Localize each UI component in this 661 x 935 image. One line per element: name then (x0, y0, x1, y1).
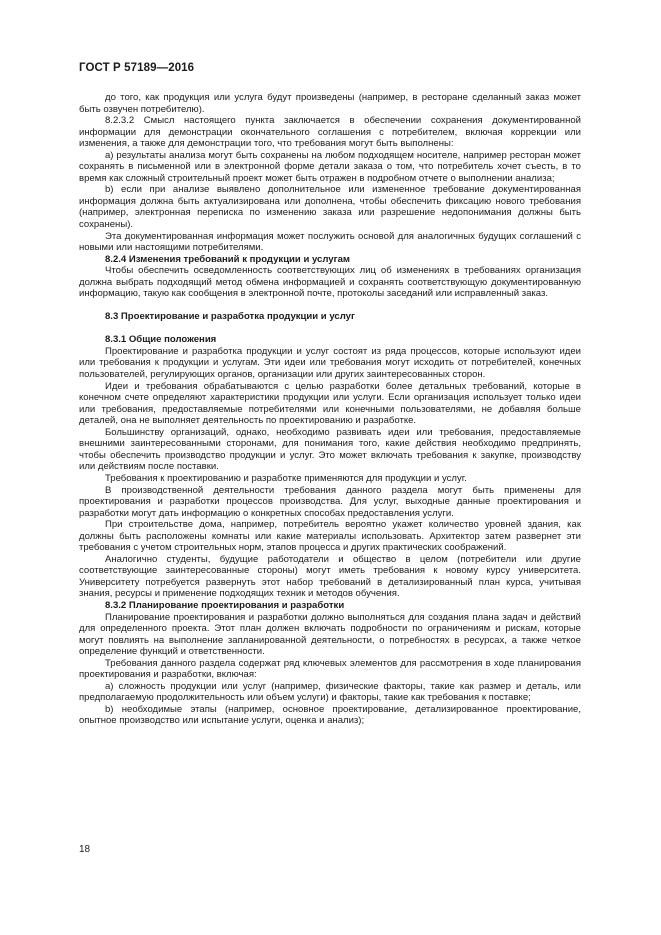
paragraph: а) сложность продукции или услуг (например, физические факторы, такие как размер и деталь, или предполагаемую продолжительность или объем услуги) и факторы, такие как требования к поставке; (79, 680, 581, 704)
paragraph: 8.2.3.2 Смысл настоящего пункта заключается в обеспечении сохранения документированной информации для демонстрации окончательного соглашения с потребителем, включая коррекции или изменения, а также для демонстрации того, что требования могут быть выполнены: (79, 115, 581, 150)
paragraph: а) результаты анализа могут быть сохранены на любом подходящем носителе, например ресторан может сохранять в письменной или в электронной форме детали заказа о том, что потребитель хочет съесть, в то время как сложный строительный проект может быть отражен в подробном отчете о выполнении анализа; (79, 149, 581, 184)
paragraph: Большинству организаций, однако, необходимо развивать идеи или требования, предоставляемые внешними заинтересованными сторонами, для понимания того, какие действия необходимо предпринять, чтобы обеспечить производство продукции и услуг. Это может включать требования к закупке, производству или действиям после поставки. (79, 426, 581, 473)
section-heading: 8.3.1 Общие положения (105, 334, 217, 346)
section-heading: 8.2.4 Изменения требований к продукции и услугам (105, 253, 350, 265)
paragraph: При строительстве дома, например, потребитель вероятно укажет количество уровней здания, как должны быть расположены комнаты или какие материалы использовать. Архитектор затем развернет эти требования с учетом строительных норм, этапов процесса и других практических соображений. (79, 519, 581, 554)
document-header: ГОСТ Р 57189—2016 (79, 62, 195, 74)
section-heading: 8.3 Проектирование и разработка продукции и услуг (105, 311, 355, 323)
section-heading: 8.3.2 Планирование проектирования и разработки (105, 599, 345, 611)
page-number: 18 (79, 844, 91, 855)
document-body (79, 92, 581, 727)
paragraph: до того, как продукция или услуга будут произведены (например, в ресторане сделанный заказ может быть озвучен потребителю). (79, 92, 581, 115)
paragraph: Проектирование и разработка продукции и услуг состоят из ряда процессов, которые используют идеи или требования к продукции и услугам. Эти идеи или требования могут исходить от потребителей, конечных пользователей, регулирующих органов, организации или других заинтересованных сторон. (79, 345, 581, 381)
paragraph: Требования данного раздела содержат ряд ключевых элементов для рассмотрения в ходе планирования проектирования и разработки, включая: (79, 657, 581, 681)
paragraph: В производственной деятельности требования данного раздела могут быть применены для проектирования и разработки процессов производства. Для услуг, выходные данные проектирования и разработки могут дать информацию о конкретных способах предоставления услуги. (79, 484, 581, 519)
paragraph: Эта документированная информация может послужить основой для аналогичных будущих соглашений с новыми или настоящими потребителями. (79, 230, 581, 254)
paragraph: Требования к проектированию и разработке применяются для продукции и услуг. (105, 472, 467, 484)
paragraph: Планирование проектирования и разработки должно выполняться для создания плана задач и действий для определенного проекта. Этот план должен включать подробности по ограничениям и рискам, которые могут повлиять на выполнение запланированной деятельности, о потребностях в ресурсах, а также четкое определение функций и ответственности. (79, 611, 581, 658)
paragraph: b) необходимые этапы (например, основное проектирование, детализированное проектирование, опытное производство или испытание услуги, оценка и анализ); (79, 703, 581, 727)
paragraph: b) если при анализе выявлено дополнительное или измененное требование документированная информация должна быть актуализирована или дополнена, чтобы обеспечить фиксацию нового требования (например, электронная переписка по изменению заказа или разрешение недопонимания должны быть сохранены). (79, 184, 581, 231)
paragraph: Аналогично студенты, будущие работодатели и общество в целом (потребители или другие соответствующие заинтересованные стороны) могут иметь требования к новому курсу университета. Университету потребуется развернуть этот набор требований в детализированный план курса, учитывая знания, ресурсы и применение подходящих техник и методов обучения. (79, 553, 581, 600)
paragraph: Чтобы обеспечить осведомленность соответствующих лиц об изменениях в требованиях организация должна выбрать подходящий метод обмена информацией и сохранять соответствующую документированную информацию, такую как сообщения в электронной почте, протоколы заседаний или исправленный заказ. (79, 265, 581, 300)
paragraph: Идеи и требования обрабатываются с целью разработки более детальных требований, которые в конечном счете определяют характеристики продукции или услуги. Если организация использует только идеи или требования, предоставляемые потребителями или конечными пользователями, не добавляя больше деталей, она не выполняет деятельность по проектированию и разработке. (79, 380, 581, 427)
